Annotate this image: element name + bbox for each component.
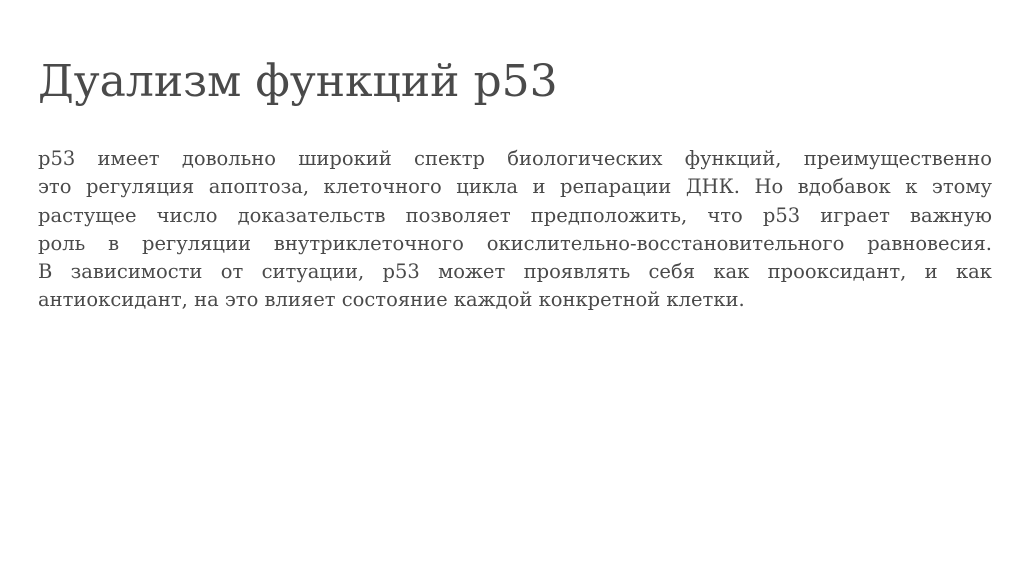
body-line: антиоксидант, на это влияет состояние каждой конкретной клетки.	[38, 288, 745, 312]
body-line: В зависимости от ситуации, p53 может проявлять себя как прооксидант, и как	[38, 260, 992, 284]
slide-title: Дуализм функций p53	[38, 56, 558, 107]
body-line: роль в регуляции внутриклеточного окислительно-восстановительного равновесия.	[38, 231, 992, 255]
body-line: p53 имеет довольно широкий спектр биологических функций, преимущественно	[38, 147, 992, 170]
slide-body-paragraph	[38, 145, 992, 315]
body-line: растущее число доказательств позволяет предположить, что p53 играет важную	[38, 203, 992, 227]
body-line: это регуляция апоптоза, клеточного цикла и репарации ДНК. Но вдобавок к этому	[38, 175, 992, 199]
